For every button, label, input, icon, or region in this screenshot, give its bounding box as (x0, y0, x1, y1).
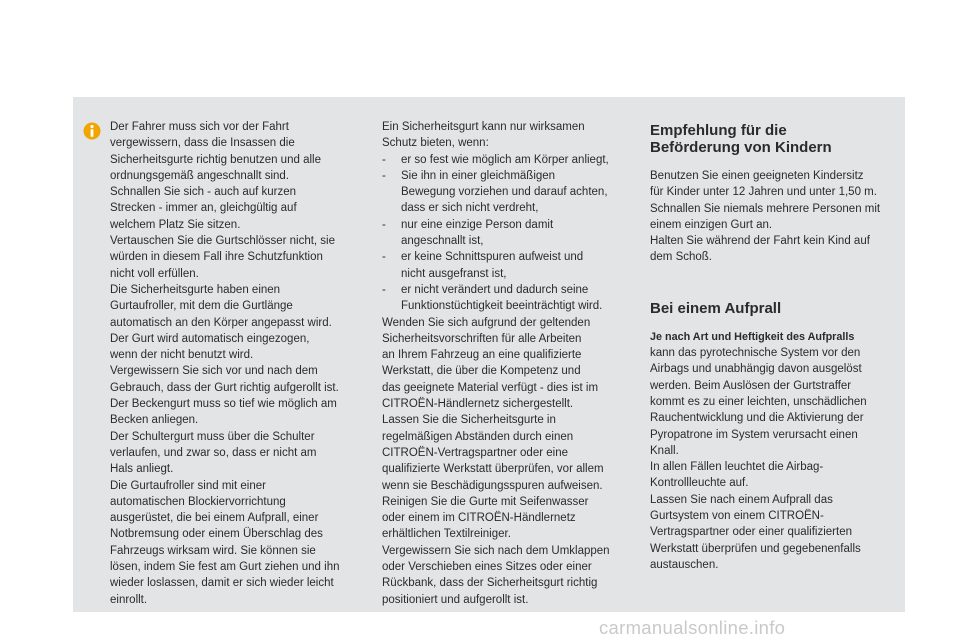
text-line: qualifizierte Werkstatt überprüfen, vor allem (382, 463, 604, 476)
text-line: Vertauschen Sie die Gurtschlösser nicht, sie (110, 235, 336, 248)
text-line: wenn sie Beschädigungsspuren aufweisen. (382, 479, 603, 492)
text-line: In allen Fällen leuchtet die Airbag- (650, 461, 824, 474)
bold-intro-line: Je nach Art und Heftigkeit des Aufpralls (650, 330, 855, 343)
text-line: ausgerüstet, die bei einem Aufprall, einer (110, 512, 319, 525)
text-line: an Ihrem Fahrzeug an eine qualifizierte (382, 349, 582, 362)
text-line: Pyropatrone im System verursacht einen (650, 428, 858, 441)
text-line: Kontrollleuchte auf. (650, 477, 749, 490)
bullet-dash: - (382, 218, 386, 231)
bullet-text: nicht ausgefranst ist, (401, 267, 507, 280)
text-line: CITROËN-Händlernetz sichergestellt. (382, 398, 574, 411)
bullet-text: dass er sich nicht verdreht, (401, 202, 539, 215)
text-line: Strecken - immer an, gleichgültig auf (110, 202, 297, 215)
text-line: Knall. (650, 444, 679, 457)
section-heading-children (650, 122, 905, 156)
text-line: dem Schoß. (650, 251, 712, 264)
bullet-dash: - (382, 153, 386, 166)
text-line: Rückbank, dass der Sicherheitsgurt richtig (382, 577, 598, 590)
bullet-text: Sie ihn in einer gleichmäßigen (401, 169, 556, 182)
text-line: Der Gurt wird automatisch eingezogen, (110, 332, 310, 345)
text-line: verlaufen, und zwar so, dass er nicht am (110, 446, 317, 459)
text-line: nicht voll erfüllen. (110, 267, 199, 280)
bullet-item (382, 152, 634, 168)
text-line: Ein Sicherheitsgurt kann nur wirksamen (382, 121, 585, 133)
info-icon (83, 122, 101, 140)
text-line: positioniert und aufgerollt ist. (382, 593, 529, 606)
bullet-text: Funktionstüchtigkeit beeinträchtigt wird. (401, 300, 603, 313)
text-line: Vertragspartner oder einer qualifizierten (650, 526, 853, 539)
text-line: Becken anliegen. (110, 414, 199, 427)
text-line: werden. Beim Auslösen der Gurtstraffer (650, 379, 852, 392)
text-line: Schutz bieten, wenn: (382, 137, 489, 150)
text-line: Gebrauch, dass der Gurt richtig aufgerollt ist. (110, 381, 339, 394)
bullet-dash: - (382, 251, 386, 264)
text-line: wenn der nicht benutzt wird. (110, 349, 254, 362)
text-line: würden in diesem Fall ihre Schutzfunktion (110, 251, 323, 264)
text-line: Die Sicherheitsgurte haben einen (110, 283, 281, 296)
column-seatbelt-conditions (382, 119, 634, 608)
text-line: Reinigen Sie die Gurte mit Seifenwasser (382, 495, 589, 508)
text-line: Wenden Sie sich aufgrund der geltenden (382, 316, 591, 329)
text-line: einem einzigen Gurt an. (650, 218, 773, 231)
text-line: Schnallen Sie niemals mehrere Personen mit (650, 202, 881, 215)
text-line: kann das pyrotechnische System vor den (650, 347, 861, 360)
text-line: Vergewissern Sie sich vor und nach dem (110, 365, 318, 378)
text-line: regelmäßigen Abständen durch einen (382, 430, 574, 443)
text-line: Gurtsystem von einem CITROËN- (650, 510, 824, 523)
text-line: Hals anliegt. (110, 463, 174, 476)
section-heading-crash: Bei einem Aufprall (650, 299, 782, 317)
bullet-item (382, 282, 634, 298)
text-line: Der Fahrer muss sich vor der Fahrt (110, 121, 289, 133)
bullet-text: angeschnallt ist, (401, 235, 484, 248)
text-line: automatischen Blockiervorrichtung (110, 495, 286, 508)
text-line: Schnallen Sie sich - auch auf kurzen (110, 186, 297, 199)
text-line: Benutzen Sie einen geeigneten Kindersitz (650, 170, 864, 182)
bullet-item (382, 217, 634, 233)
bullet-text: er so fest wie möglich am Körper anliegt, (401, 153, 609, 166)
text-line: Werkstatt überprüfen und gegebenenfalls (650, 542, 861, 555)
text-line: austauschen. (650, 558, 719, 571)
column-child-and-crash (650, 119, 905, 573)
text-line: Fahrzeugs wirksam wird. Sie können sie (110, 544, 316, 557)
text-line: automatisch an den Körper angepasst wird. (110, 316, 332, 329)
heading-line: Empfehlung für die (650, 122, 787, 139)
heading-line: Beförderung von Kindern (650, 139, 832, 156)
text-line: CITROËN-Vertragspartner oder eine (382, 446, 568, 459)
bullet-text: Bewegung vorziehen und darauf achten, (401, 186, 608, 199)
bullet-dash: - (382, 283, 386, 296)
text-line: Gurtaufroller, mit dem die Gurtlänge (110, 300, 293, 313)
text-line: lösen, indem Sie fest am Gurt ziehen und ihn (110, 561, 340, 574)
text-line: kommt es zu einer leichten, unschädlichen (650, 395, 867, 408)
text-line: Sicherheitsvorschriften für alle Arbeiten (382, 332, 582, 345)
watermark-text: carmanualsonline.info (599, 617, 786, 638)
text-line: Notbremsung oder einem Überschlag des (110, 528, 323, 541)
text-line: Werkstatt, die über die Kompetenz und (382, 365, 581, 378)
text-line: oder einem im CITROËN-Händlernetz (382, 512, 576, 525)
text-line: Rauchentwicklung und die Aktivierung der (650, 412, 864, 425)
bullet-text: er keine Schnittspuren aufweist und (401, 251, 584, 264)
text-line: oder Verschieben eines Sitzes oder einer (382, 561, 592, 574)
text-line: Vergewissern Sie sich nach dem Umklappen (382, 544, 610, 557)
text-line: das geeignete Material verfügt - dies ist im (382, 381, 599, 394)
bullet-text: nur eine einzige Person damit (401, 218, 554, 231)
text-line: Airbags und unabhängig davon ausgelöst (650, 363, 862, 376)
text-line: wieder loslassen, damit er sich wieder leicht (110, 577, 334, 590)
text-line: ordnungsgemäß angeschnallt sind. (110, 169, 290, 182)
text-line: erhältlichen Textilreiniger. (382, 528, 511, 541)
bullet-item (382, 168, 634, 184)
text-line: für Kinder unter 12 Jahren und unter 1,50 m. (650, 186, 877, 199)
text-line: welchem Platz Sie sitzen. (110, 218, 241, 231)
bullet-text: er nicht verändert und dadurch seine (401, 283, 589, 296)
text-line: Lassen Sie die Sicherheitsgurte in (382, 414, 556, 427)
text-line: Der Schultergurt muss über die Schulter (110, 430, 315, 443)
text-line: Die Gurtaufroller sind mit einer (110, 479, 266, 492)
text-line: Halten Sie während der Fahrt kein Kind auf (650, 235, 870, 248)
text-line: Der Beckengurt muss so tief wie möglich am (110, 398, 337, 411)
bullet-dash: - (382, 169, 386, 182)
column-seatbelt-instructions (110, 119, 365, 608)
text-line: vergewissern, dass die Insassen die (110, 137, 295, 150)
text-line: Lassen Sie nach einem Aufprall das (650, 493, 833, 506)
text-line: einrollt. (110, 593, 148, 606)
bullet-item (382, 249, 634, 265)
text-line: Sicherheitsgurte richtig benutzen und alle (110, 153, 321, 166)
